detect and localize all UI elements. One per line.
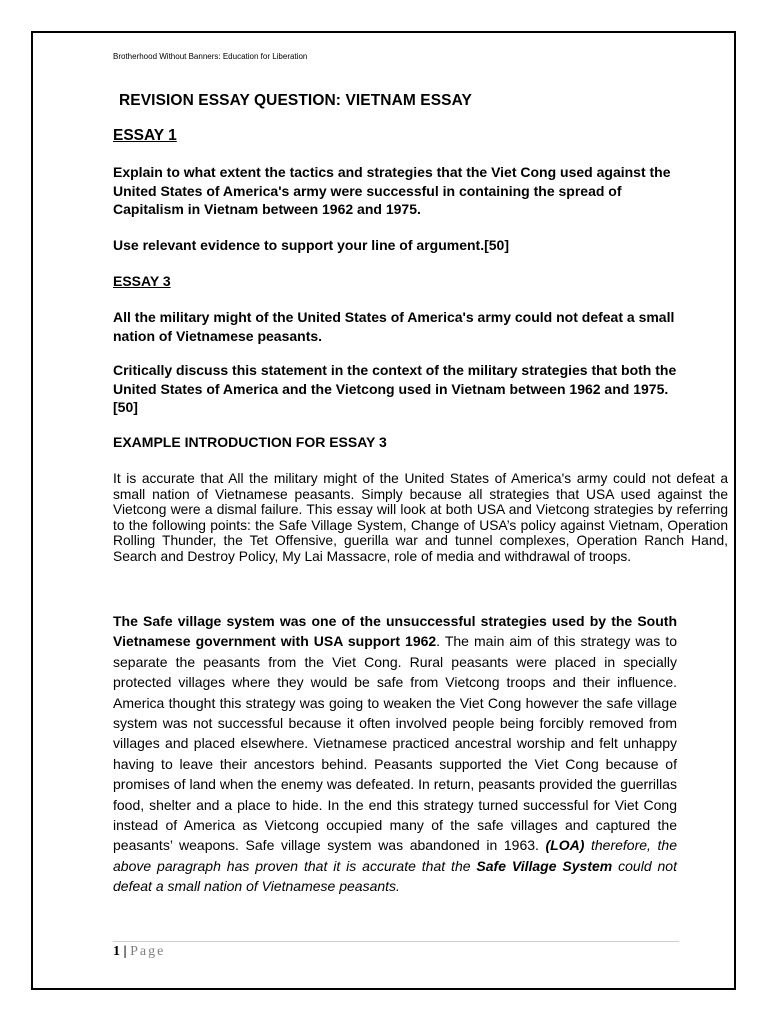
safe-village-paragraph [113, 611, 677, 897]
essay-3-question: Critically discuss this statement in the context of the military strategies that both the United States of America and the Vietcong used in Vietnam between 1962 and 1975. [50] [113, 362, 677, 415]
page-word: Page [130, 944, 166, 959]
document-title: REVISION ESSAY QUESTION: VIETNAM ESSAY [119, 92, 472, 109]
essay-3-heading: ESSAY 3 [113, 273, 171, 289]
footer-divider [113, 941, 679, 942]
paragraph-body: . The main aim of this strategy was to separate the peasants from the Viet Cong. Rural peasants were placed in specially protected villages where they would be safe from Vietcong troops and their influence. America thought this strategy was going to weaken the Viet Cong however the safe village system was not successful because it often involved people being forcibly removed from villages and placed elsewhere. Vietnamese practiced ancestral worship and felt unhappy having to leave their ancestors behind. Peasants supported the Viet Cong because of promises of land when the enemy was defeated. In return, peasants provided the guerrillas food, shelter and a place to hide. In the end this strategy turned successful for Viet Cong instead of America as Vietcong occupied many of the safe villages and captured the peasants’ weapons. Safe village system was abandoned in 1963. [113, 633, 677, 854]
loa-label: (LOA) [545, 837, 585, 854]
paragraph-conclusion-b: could not defeat a small nation of Vietnamese peasants. [113, 857, 677, 895]
example-intro-heading: EXAMPLE INTRODUCTION FOR ESSAY 3 [113, 434, 387, 450]
paragraph-conclusion-a: therefore, the above paragraph has proven that it is accurate that the [113, 837, 678, 874]
essay-3-statement: All the military might of the United States of America's army could not defeat a small nation of Vietnamese peasants. [113, 309, 675, 344]
essay-1-heading: ESSAY 1 [113, 127, 177, 144]
running-header: Brotherhood Without Banners: Education for Liberation [113, 52, 308, 61]
page-footer [113, 944, 165, 960]
paragraph-lead: The Safe village system was one of the unsuccessful strategies used by the South Vietnamese government with USA support 1962 [113, 613, 677, 650]
essay-1-question: Explain to what extent the tactics and strategies that the Viet Cong used against the United States of America's army were successful in containing the spread of Capitalism in Vietnam between 1962 and 1975. [113, 164, 671, 217]
paragraph-conclusion-emphasis: Safe Village System [476, 857, 613, 874]
footer-separator: | [120, 944, 131, 959]
page-number: 1 [113, 944, 120, 959]
example-introduction-text: It is accurate that All the military might of the United States of America's army could not defeat a small nation of Vietnamese peasants. Simply because all strategies that USA used against the Vietcong were a dismal failure. This essay will look at both USA and Vietcong strategies by referring to the following points: the Safe Village System, Change of USA’s policy against Vietnam, Operation Rolling Thunder, the Tet Offensive, guerilla war and tunnel complexes, Operation Ranch Hand, Search and Destroy Policy, My Lai Massacre, role of media and withdrawal of troops. [113, 471, 728, 564]
essay-1-instruction: Use relevant evidence to support your line of argument.[50] [113, 237, 509, 253]
